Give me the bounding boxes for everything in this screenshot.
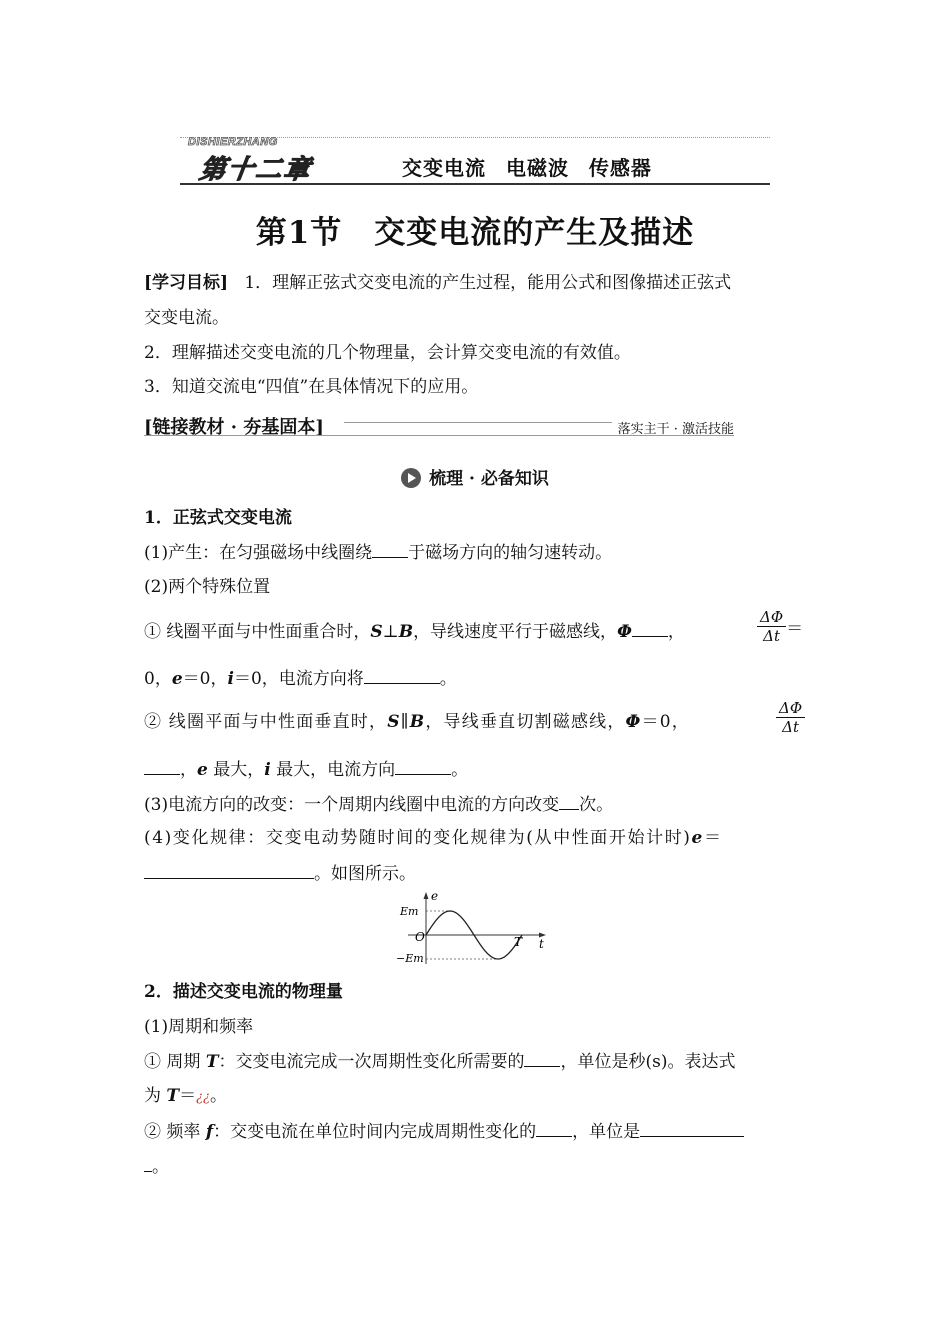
heading-1: 1．正弦式交变电流 (144, 508, 292, 528)
em-label: Em (400, 905, 419, 918)
subsection-header (0, 464, 950, 489)
objective-1-text: 1．理解正弦式交变电流的产生过程，能用公式和图像描述正弦式 (244, 273, 732, 293)
fraction-denominator: Δt (782, 718, 799, 736)
fraction-denominator: Δt (763, 627, 780, 645)
section-bar-subtitle: 落实主干 · 激活技能 (612, 418, 734, 437)
symbol-i: i (227, 669, 234, 689)
fraction-numerator: ΔΦ (757, 608, 786, 627)
objectives-label: [学习目标] (144, 273, 229, 293)
text: 。 (152, 1157, 169, 1177)
case-1 (144, 620, 685, 643)
chapter-number: 第十二章 (197, 155, 314, 185)
fill-blank (372, 541, 408, 558)
text: (3)电流方向的改变：一个周期内线圈中电流的方向改变 (144, 795, 560, 815)
para-2-1: (1)周期和频率 (144, 1017, 254, 1037)
text: ，单位是秒(s)。表达式 (560, 1052, 736, 1072)
symbol-phi: Φ (625, 712, 642, 732)
text: ， (180, 760, 197, 780)
sine-wave-graph (396, 889, 550, 970)
text: 最大， (207, 760, 265, 780)
fill-blank (395, 758, 451, 775)
text: ，导线速度平行于磁感线， (413, 622, 618, 642)
frequency-line-2 (144, 1155, 169, 1178)
chapter-title: 交变电流 电磁波 传感器 (402, 156, 652, 180)
text: 。 (210, 1086, 228, 1106)
y-axis-label: e (431, 889, 439, 903)
text: 。如图所示。 (314, 864, 416, 884)
fill-blank (640, 1120, 744, 1137)
fill-blank (524, 1050, 560, 1067)
text: ：交变电流在单位时间内完成周期性变化的 (213, 1122, 537, 1142)
text: ，导线垂直切割磁感线， (425, 712, 626, 732)
symbol-perp: ⊥ (382, 622, 399, 642)
equals-sign: ＝ (703, 828, 723, 848)
neg-em-label: −Em (396, 952, 424, 965)
text: ＝0， (182, 669, 228, 689)
period-label: T (514, 935, 523, 949)
x-axis-label: t (539, 937, 544, 951)
text: (1)产生：在匀强磁场中线圈绕 (144, 543, 373, 563)
y-axis-arrow (424, 892, 429, 899)
objective-2: 2．理解描述交变电流的几个物理量，会计算交变电流的有效值。 (144, 343, 631, 363)
symbol-s: S (387, 712, 401, 732)
text: 0， (144, 669, 172, 689)
text: 为 (144, 1086, 167, 1106)
section-bar-underline (144, 435, 734, 436)
chapter-header-rule (180, 183, 770, 185)
symbol-phi: Φ (617, 622, 632, 642)
text: ② 频率 (144, 1122, 206, 1142)
symbol-e: e (171, 669, 183, 689)
text: ② 线圈平面与中性面垂直时， (144, 712, 388, 732)
text: ① 周期 (144, 1052, 206, 1072)
text: 。 (439, 669, 457, 689)
text: ① 线圈平面与中性面重合时， (144, 622, 371, 642)
objective-3: 3．知道交流电“四值”在具体情况下的应用。 (144, 377, 479, 397)
objective-1 (144, 272, 731, 294)
period-line-1 (144, 1050, 735, 1073)
text: 次。 (579, 795, 614, 815)
fill-blank (536, 1120, 572, 1137)
play-icon (401, 468, 421, 488)
heading-2: 2．描述交变电流的物理量 (144, 982, 343, 1002)
text: ，单位是 (572, 1122, 641, 1142)
symbol-b: B (398, 622, 414, 642)
para-1-4-cont (144, 862, 416, 885)
fill-blank (632, 620, 668, 637)
symbol-b: B (409, 712, 426, 732)
symbol-t: T (166, 1086, 180, 1106)
objective-1-cont: 交变电流。 (144, 308, 229, 328)
fill-blank (144, 1155, 152, 1172)
case-2 (144, 711, 690, 733)
section-bar (144, 411, 734, 437)
text: (4)变化规律：交变电动势随时间的变化规律为(从中性面开始计时) (144, 828, 692, 848)
symbol-e: e (197, 760, 208, 780)
para-1-4 (144, 827, 723, 849)
fill-blank (144, 862, 314, 879)
para-1-3 (144, 793, 613, 816)
symbol-t: T (205, 1052, 219, 1072)
symbol-e: e (691, 828, 704, 848)
text: 。 (451, 760, 469, 780)
text: 于磁场方向的轴匀速转动。 (408, 543, 613, 563)
fill-blank (559, 793, 579, 810)
chapter-pinyin: DISHIERZHANG (188, 136, 278, 148)
origin-label: O (415, 930, 425, 944)
text: ＝0， (641, 712, 690, 732)
symbol-i: i (264, 760, 271, 780)
formula-placeholder: ¿¿ (196, 1090, 211, 1105)
fraction-dphi-dt-2 (776, 699, 805, 736)
text: ＝ (179, 1086, 197, 1106)
section-title: 第1节 交变电流的产生及描述 (255, 215, 695, 251)
frequency-line-1 (144, 1120, 744, 1143)
fill-blank (144, 758, 180, 775)
text: ＝0，电流方向将 (233, 669, 364, 689)
period-line-2 (144, 1085, 227, 1109)
equals-sign: ＝ (786, 619, 804, 639)
chapter-header (180, 137, 770, 185)
case-1-cont (144, 667, 457, 690)
symbol-parallel: ∥ (400, 712, 410, 732)
subsection-header-text: 梳理 · 必备知识 (429, 469, 549, 489)
symbol-f: f (205, 1122, 214, 1142)
case-2-cont (144, 758, 468, 781)
fraction-numerator: ΔΦ (776, 699, 805, 718)
text: ：交变电流完成一次周期性变化所需要的 (218, 1052, 525, 1072)
text: 最大，电流方向 (270, 760, 396, 780)
fraction-dphi-dt-1 (757, 608, 803, 645)
symbol-s: S (370, 622, 383, 642)
text: ， (667, 622, 685, 642)
fill-blank (364, 667, 440, 684)
section-bar-title: [链接教材 · 夯基固本] (144, 417, 324, 438)
para-1-1 (144, 541, 612, 564)
para-1-2: (2)两个特殊位置 (144, 577, 271, 597)
